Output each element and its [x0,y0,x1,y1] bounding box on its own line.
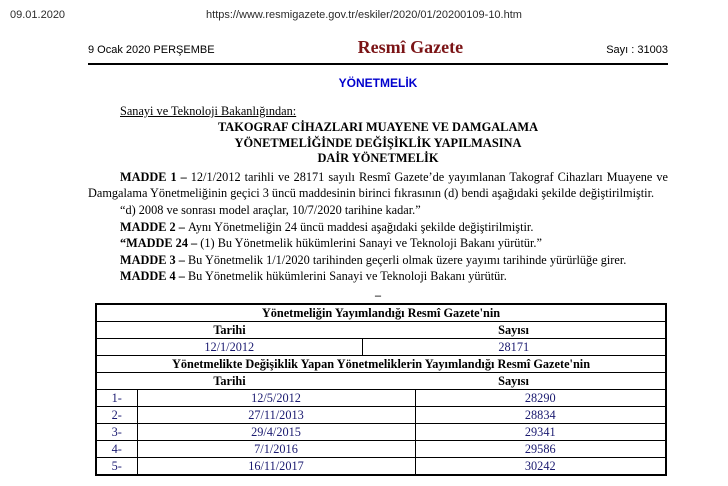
madde-3-label: MADDE 3 – [120,252,188,267]
table-row [97,355,665,372]
madde-4-text: Bu Yönetmelik hükümlerini Sanayi ve Teknoloji Bakanı yürütür. [187,269,507,284]
quote-d-text: “d) 2008 ve sonrası model araçlar, 10/7/2020 tarihine kadar.” [120,202,421,217]
regulation-title [88,120,668,167]
amendment-date-cell: 12/5/2012 [137,389,415,406]
madde-2-label: MADDE 2 – [120,219,188,234]
paragraph-madde-4 [88,268,668,285]
paragraph-madde-1 [88,169,668,202]
gazette-publication-table [95,303,667,476]
regulation-title-line-3: DAİR YÖNETMELİK [317,151,439,166]
amendment-no-cell: 2- [97,406,137,423]
print-date: 09.01.2020 [10,9,66,21]
table-section-amendments [97,355,665,474]
amendment-date-cell: 29/4/2015 [137,423,415,440]
table-row [97,389,665,406]
column-header-issue: Sayısı [498,322,529,337]
table-section1-title: Yönetmeliğin Yayımlandığı Resmî Gazete'nin [97,305,665,322]
madde-1-label: MADDE 1 – [120,169,191,184]
table-section2-headers [97,372,665,389]
table-row [97,406,665,423]
amendment-issue-cell: 30242 [415,457,665,474]
amendment-no-cell: 5- [97,457,137,474]
published-date-cell: 12/1/2012 [97,338,362,355]
paragraph-madde-24 [88,235,668,252]
madde-24-text: (1) Bu Yönetmelik hükümlerini Sanayi ve Teknoloji Bakanı yürütür.” [200,236,542,251]
table-section1-headers [97,321,665,338]
table-row [97,440,665,457]
regulation-title-line-1: TAKOGRAF CİHAZLARI MUAYENE VE DAMGALAMA [217,120,539,134]
published-issue-cell: 28171 [362,338,665,355]
table-row [97,423,665,440]
amendment-issue-cell: 28834 [415,406,665,423]
amendment-no-cell: 4- [97,440,137,457]
section-separator-dash: – [375,287,381,302]
table-section2-title: Yönetmelikte Değişiklik Yapan Yönetmeliklerin Yayımlandığı Resmî Gazete'nin [97,355,665,372]
amendment-no-cell: 3- [97,423,137,440]
document-content [88,37,668,476]
column-header-date: Tarihi [213,373,246,388]
table-section-published [97,305,665,355]
madde-2-text: Aynı Yönetmeliğin 24 üncü maddesi aşağıdaki şekilde değiştirilmiştir. [187,219,534,234]
regulation-title-line-2: YÖNETMELİĞİNDE DEĞİŞİKLİK YAPILMASINA [234,135,522,150]
column-header-date: Tarihi [213,322,246,337]
amendment-issue-cell: 28290 [415,389,665,406]
ministry-line: Sanayi ve Teknoloji Bakanlığından: [120,104,297,118]
table-row [97,338,665,355]
amendment-date-cell: 27/11/2013 [137,406,415,423]
table-row [97,372,665,389]
amendment-no-cell: 1- [97,389,137,406]
browser-print-header [0,0,728,27]
amendment-issue-cell: 29586 [415,440,665,457]
masthead-issue-number: Sayı : 31003 [606,44,668,56]
paragraph-madde-2 [88,219,668,236]
madde-1-text: 12/1/2012 tarihli ve 28171 sayılı Resmî Gazete’de yayımlanan Takograf Cihazları Muayene ve Damgalama Yönetmeliğinin geçici 3 üncü maddesinin birinci fıkrasının (d) bendi aşağıdaki şekilde değiştirilmiştir. [88,169,668,201]
paragraph-madde-3 [88,252,668,269]
table-row [97,457,665,474]
madde-4-label: MADDE 4 – [120,269,188,284]
gazette-title: Resmî Gazete [357,37,464,57]
madde-3-text: Bu Yönetmelik 1/1/2020 tarihinden geçerli olmak üzere yayımı tarihinde yürürlüğe girer. [187,252,627,267]
column-header-issue: Sayısı [498,373,529,388]
amendment-date-cell: 7/1/2016 [137,440,415,457]
gazette-masthead [88,37,668,65]
article-body [88,169,668,285]
amendment-date-cell: 16/11/2017 [137,457,415,474]
section-heading: YÖNETMELİK [338,76,418,90]
paragraph-quote-d [88,202,668,219]
masthead-date: 9 Ocak 2020 PERŞEMBE [88,44,215,56]
table-row [97,321,665,338]
table-row [97,305,665,322]
amendment-issue-cell: 29341 [415,423,665,440]
page-url: https://www.resmigazete.gov.tr/eskiler/2020/01/20200109-10.htm [206,9,522,21]
madde-24-label: “MADDE 24 – [120,236,201,251]
